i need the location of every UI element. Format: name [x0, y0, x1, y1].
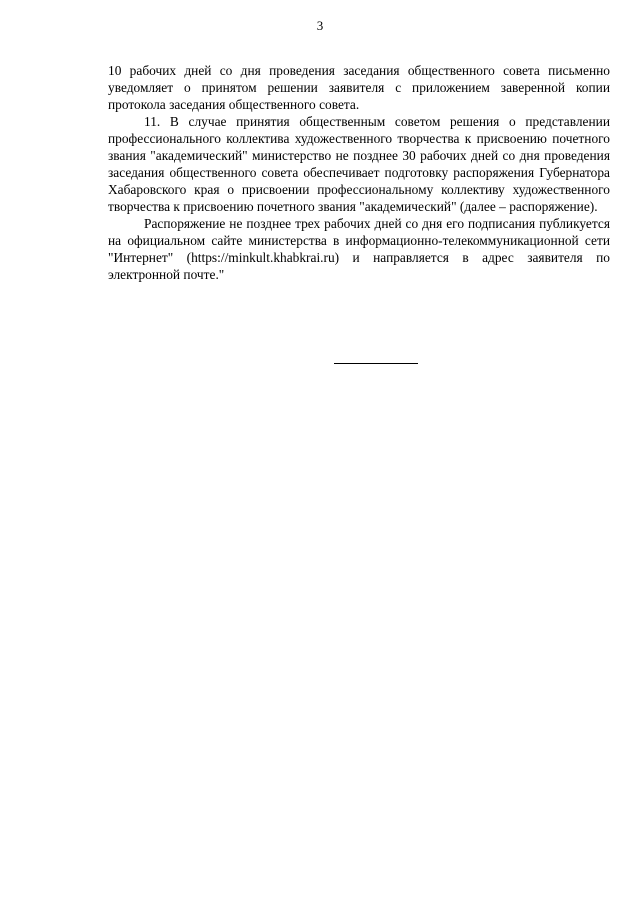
page-number: 3 [316, 18, 324, 33]
paragraph-notification: 10 рабочих дней со дня проведения заседания общественного совета письменно уведомляет о принятом решении заявителя с приложением заверенной копии протокола заседания общественного совета. [108, 63, 610, 112]
paragraph-publication: Распоряжение не позднее трех рабочих дней со дня его подписания публикуется на официальном сайте министерства в информационно-телекоммуникационной сети "Интернет" (https://minkult.khabkrai.ru) и направляется в адрес заявителя по электронной почте." [108, 216, 610, 282]
document-body [108, 62, 610, 283]
end-separator-line [334, 363, 418, 364]
paragraph-item-11: 11. В случае принятия общественным советом решения о представлении профессионального коллектива художественного творчества к присвоению почетного звания "академический" министерство не позднее 30 рабочих дней со дня проведения заседания общественного совета обеспечивает подготовку распоряжения Губернатора Хабаровского края о присвоении профессиональному коллективу художественного творчества к присвоению почетного звания "академический" (далее – распоряжение). [108, 114, 610, 214]
